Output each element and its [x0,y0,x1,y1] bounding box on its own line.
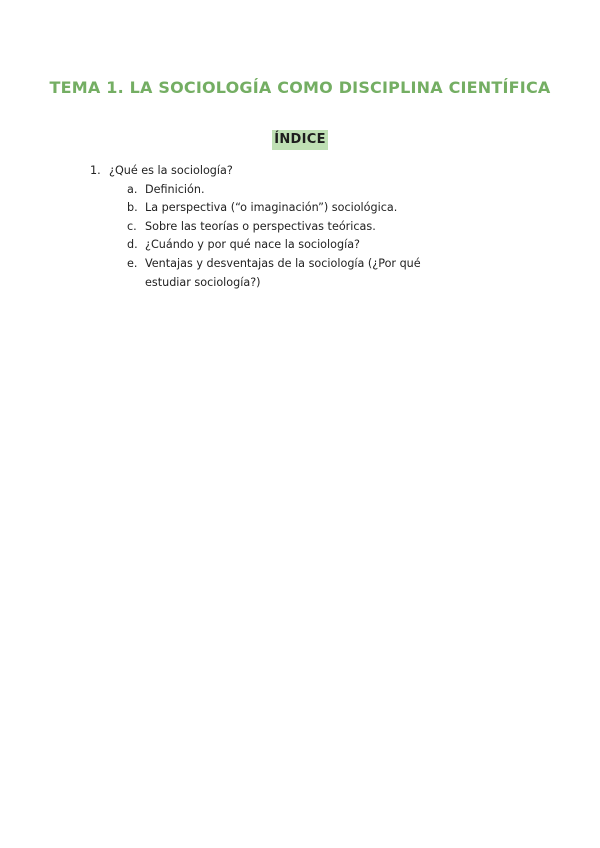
toc-subitem-e-letter: e. [127,256,138,270]
toc-subitem-c [90,218,510,237]
toc-subitem-b-letter: b. [127,201,138,215]
toc-subitem-a [90,181,510,200]
toc-subitem-a-letter: a. [127,182,138,196]
toc-subitem-b-text: La perspectiva (“o imaginación”) sociológica. [145,201,398,215]
toc-subitem-c-letter: c. [127,219,137,233]
toc-item-1-text: ¿Qué es la sociología? [109,164,233,177]
toc-subitem-c-text: Sobre las teorías o perspectivas teóricas. [145,219,376,233]
toc-subitem-a-text: Definición. [145,182,205,196]
toc-subitem-d-letter: d. [127,238,138,252]
toc-subitem-d-text: ¿Cuándo y por qué nace la sociología? [145,238,360,252]
toc-subitem-d [90,236,510,255]
toc-subitem-b [90,199,510,218]
toc-subitem-e [90,255,445,292]
toc-item-1 [90,162,510,181]
toc-item-1-number: 1. [90,164,101,177]
toc-subitem-e-text: Ventajas y desventajas de la sociología (¿Por qué estudiar sociología?) [145,256,421,289]
index-heading: ÍNDICE [272,130,328,150]
toc-subitems [90,181,510,293]
table-of-contents [90,162,510,292]
document-title: TEMA 1. LA SOCIOLOGÍA COMO DISCIPLINA CIENTÍFICA [49,78,551,97]
index-heading-container [0,128,600,150]
